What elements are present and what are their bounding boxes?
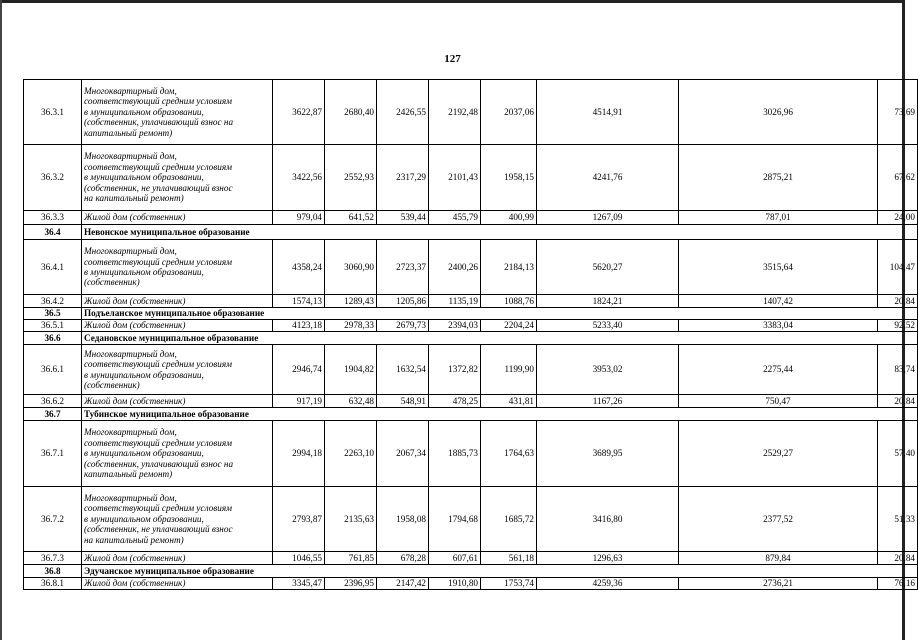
description-line: (собственник) [84, 277, 140, 288]
row-code: 36.8 [24, 565, 82, 578]
value-cell: 641,52 [325, 211, 377, 225]
section-title: Тубинское муниципальное образование [82, 408, 918, 421]
table-row [24, 345, 918, 395]
row-description [82, 240, 273, 295]
value-cell: 2875,21 [679, 145, 878, 211]
description-line: Жилой дом (собственник) [84, 552, 186, 563]
value-cell: 4358,24 [273, 240, 325, 295]
value-cell: 1135,19 [429, 295, 481, 308]
row-code: 36.6 [24, 332, 82, 345]
section-title: Эдучанское муниципальное образование [82, 565, 918, 578]
value-cell: 1764,63 [481, 421, 537, 487]
value-cell: 3515,64 [679, 240, 878, 295]
description-line: Многоквартирный дом, [84, 246, 177, 257]
row-code: 36.5 [24, 308, 82, 320]
value-cell: 3383,04 [679, 320, 878, 332]
description-line: Многоквартирный дом, [84, 427, 177, 438]
value-cell: 2723,37 [377, 240, 429, 295]
value-cell: 607,61 [429, 552, 481, 565]
table-row [24, 487, 918, 552]
value-cell: 2552,93 [325, 145, 377, 211]
value-cell: 2377,52 [679, 487, 878, 552]
value-cell: 76,16 [878, 578, 918, 590]
value-cell: 5233,40 [537, 320, 679, 332]
description-line: Многоквартирный дом, [84, 348, 177, 359]
value-cell: 2263,10 [325, 421, 377, 487]
description-line: капитальный ремонт) [84, 127, 173, 138]
description-line: Жилой дом (собственник) [84, 212, 186, 223]
section-row [24, 225, 918, 240]
description-line: капитальный ремонт) [84, 469, 173, 480]
row-code: 36.8.1 [24, 578, 82, 590]
value-cell: 2037,06 [481, 80, 537, 145]
value-cell: 1296,63 [537, 552, 679, 565]
value-cell: 92,52 [878, 320, 918, 332]
value-cell: 1910,80 [429, 578, 481, 590]
value-cell: 3060,90 [325, 240, 377, 295]
row-description [82, 421, 273, 487]
value-cell: 1753,74 [481, 578, 537, 590]
value-cell: 2067,34 [377, 421, 429, 487]
value-cell: 83,74 [878, 345, 918, 395]
value-cell: 431,81 [481, 395, 537, 408]
value-cell: 1685,72 [481, 487, 537, 552]
value-cell: 1958,15 [481, 145, 537, 211]
description-line: соответствующий средним условиям [84, 96, 232, 107]
value-cell: 2184,13 [481, 240, 537, 295]
value-cell: 1088,76 [481, 295, 537, 308]
value-cell: 20,84 [878, 295, 918, 308]
value-cell: 879,84 [679, 552, 878, 565]
table-row [24, 295, 918, 308]
table-row [24, 578, 918, 590]
value-cell: 2394,03 [429, 320, 481, 332]
value-cell: 4514,91 [537, 80, 679, 145]
value-cell: 3689,95 [537, 421, 679, 487]
table-row [24, 320, 918, 332]
value-cell: 2101,43 [429, 145, 481, 211]
page-number: 127 [444, 53, 461, 65]
value-cell: 2135,63 [325, 487, 377, 552]
value-cell: 917,19 [273, 395, 325, 408]
value-cell: 73,69 [878, 80, 918, 145]
row-code: 36.7.3 [24, 552, 82, 565]
description-line: (собственник, не уплачивающий взнос [84, 182, 233, 193]
row-description [82, 578, 273, 590]
table-row [24, 80, 918, 145]
tariff-table [23, 79, 918, 590]
value-cell: 3422,56 [273, 145, 325, 211]
value-cell: 2978,33 [325, 320, 377, 332]
row-description [82, 80, 273, 145]
value-cell: 2317,29 [377, 145, 429, 211]
value-cell: 2396,95 [325, 578, 377, 590]
row-description [82, 345, 273, 395]
value-cell: 632,48 [325, 395, 377, 408]
value-cell: 1958,08 [377, 487, 429, 552]
value-cell: 1407,42 [679, 295, 878, 308]
value-cell: 24,00 [878, 211, 918, 225]
value-cell: 2680,40 [325, 80, 377, 145]
value-cell: 1167,26 [537, 395, 679, 408]
value-cell: 51,33 [878, 487, 918, 552]
value-cell: 1574,13 [273, 295, 325, 308]
value-cell: 2275,44 [679, 345, 878, 395]
value-cell: 2679,73 [377, 320, 429, 332]
value-cell: 67,62 [878, 145, 918, 211]
description-line: на капитальный ремонт) [84, 534, 184, 545]
table-row [24, 145, 918, 211]
value-cell: 400,99 [481, 211, 537, 225]
description-line: Жилой дом (собственник) [84, 395, 186, 406]
value-cell: 2147,42 [377, 578, 429, 590]
value-cell: 750,47 [679, 395, 878, 408]
value-cell: 4259,36 [537, 578, 679, 590]
description-line: Жилой дом (собственник) [84, 320, 186, 331]
description-line: в муниципальном образовании, [84, 267, 204, 277]
row-code: 36.4.1 [24, 240, 82, 295]
section-title: Невонское муниципальное образование [82, 225, 918, 240]
row-code: 36.4.2 [24, 295, 82, 308]
value-cell: 678,28 [377, 552, 429, 565]
row-code: 36.7 [24, 408, 82, 421]
description-line: Жилой дом (собственник) [84, 295, 186, 306]
value-cell: 20,84 [878, 552, 918, 565]
scan-border-top [0, 0, 905, 3]
value-cell: 539,44 [377, 211, 429, 225]
description-line: в муниципальном образовании, [84, 172, 204, 183]
value-cell: 1885,73 [429, 421, 481, 487]
value-cell: 1199,90 [481, 345, 537, 395]
description-line: соответствующий средним условиям [84, 161, 232, 172]
value-cell: 104,47 [878, 240, 918, 295]
value-cell: 2994,18 [273, 421, 325, 487]
row-code: 36.3.3 [24, 211, 82, 225]
description-line: (собственник, уплачивающий взнос на [84, 117, 234, 128]
value-cell: 3345,47 [273, 578, 325, 590]
value-cell: 561,18 [481, 552, 537, 565]
description-line: в муниципальном образовании, [84, 369, 204, 380]
row-code: 36.3.2 [24, 145, 82, 211]
description-line: в муниципальном образовании, [84, 106, 204, 117]
description-line: в муниципальном образовании, [84, 513, 204, 524]
value-cell: 1372,82 [429, 345, 481, 395]
value-cell: 787,01 [679, 211, 878, 225]
description-line: соответствующий средним условиям [84, 503, 232, 514]
row-description [82, 487, 273, 552]
value-cell: 57,40 [878, 421, 918, 487]
value-cell: 548,91 [377, 395, 429, 408]
value-cell: 761,85 [325, 552, 377, 565]
value-cell: 1046,55 [273, 552, 325, 565]
description-line: соответствующий средним условиям [84, 256, 232, 267]
value-cell: 1289,43 [325, 295, 377, 308]
value-cell: 1205,86 [377, 295, 429, 308]
value-cell: 4123,18 [273, 320, 325, 332]
value-cell: 2736,21 [679, 578, 878, 590]
value-cell: 2793,87 [273, 487, 325, 552]
description-line: Многоквартирный дом, [84, 151, 177, 162]
description-line: Многоквартирный дом, [84, 85, 177, 96]
value-cell: 979,04 [273, 211, 325, 225]
description-line: на капитальный ремонт) [84, 193, 184, 204]
row-description [82, 395, 273, 408]
table-row [24, 421, 918, 487]
value-cell: 5620,27 [537, 240, 679, 295]
row-description [82, 145, 273, 211]
description-line: в муниципальном образовании, [84, 448, 204, 459]
value-cell: 3953,02 [537, 345, 679, 395]
value-cell: 1904,82 [325, 345, 377, 395]
value-cell: 4241,76 [537, 145, 679, 211]
value-cell: 1794,68 [429, 487, 481, 552]
description-line: соответствующий средним условиям [84, 359, 232, 370]
value-cell: 2192,48 [429, 80, 481, 145]
section-title: Седановское муниципальное образование [82, 332, 918, 345]
section-title: Подъеланское муниципальное образование [82, 308, 918, 320]
table-row [24, 395, 918, 408]
table-row [24, 211, 918, 225]
row-code: 36.4 [24, 225, 82, 240]
value-cell: 3026,96 [679, 80, 878, 145]
value-cell: 1267,09 [537, 211, 679, 225]
scan-border-left [0, 0, 2, 640]
row-description [82, 320, 273, 332]
row-code: 36.3.1 [24, 80, 82, 145]
section-row [24, 565, 918, 578]
value-cell: 2204,24 [481, 320, 537, 332]
value-cell: 1824,21 [537, 295, 679, 308]
value-cell: 3622,87 [273, 80, 325, 145]
value-cell: 1632,54 [377, 345, 429, 395]
section-row [24, 308, 918, 320]
value-cell: 20,84 [878, 395, 918, 408]
table-row [24, 552, 918, 565]
description-line: Многоквартирный дом, [84, 492, 177, 503]
table-row [24, 240, 918, 295]
description-line: соответствующий средним условиям [84, 437, 232, 448]
value-cell: 478,25 [429, 395, 481, 408]
description-line: (собственник) [84, 379, 140, 390]
description-line: (собственник, уплачивающий взнос на [84, 458, 234, 469]
row-code: 36.7.1 [24, 421, 82, 487]
row-description [82, 552, 273, 565]
value-cell: 2946,74 [273, 345, 325, 395]
value-cell: 3416,80 [537, 487, 679, 552]
section-row [24, 332, 918, 345]
row-description [82, 295, 273, 308]
row-code: 36.6.2 [24, 395, 82, 408]
value-cell: 2400,26 [429, 240, 481, 295]
description-line: Жилой дом (собственник) [84, 578, 186, 589]
value-cell: 2426,55 [377, 80, 429, 145]
section-row [24, 408, 918, 421]
row-code: 36.6.1 [24, 345, 82, 395]
description-line: (собственник, не уплачивающий взнос [84, 524, 233, 535]
row-description [82, 211, 273, 225]
row-code: 36.5.1 [24, 320, 82, 332]
value-cell: 455,79 [429, 211, 481, 225]
row-code: 36.7.2 [24, 487, 82, 552]
value-cell: 2529,27 [679, 421, 878, 487]
